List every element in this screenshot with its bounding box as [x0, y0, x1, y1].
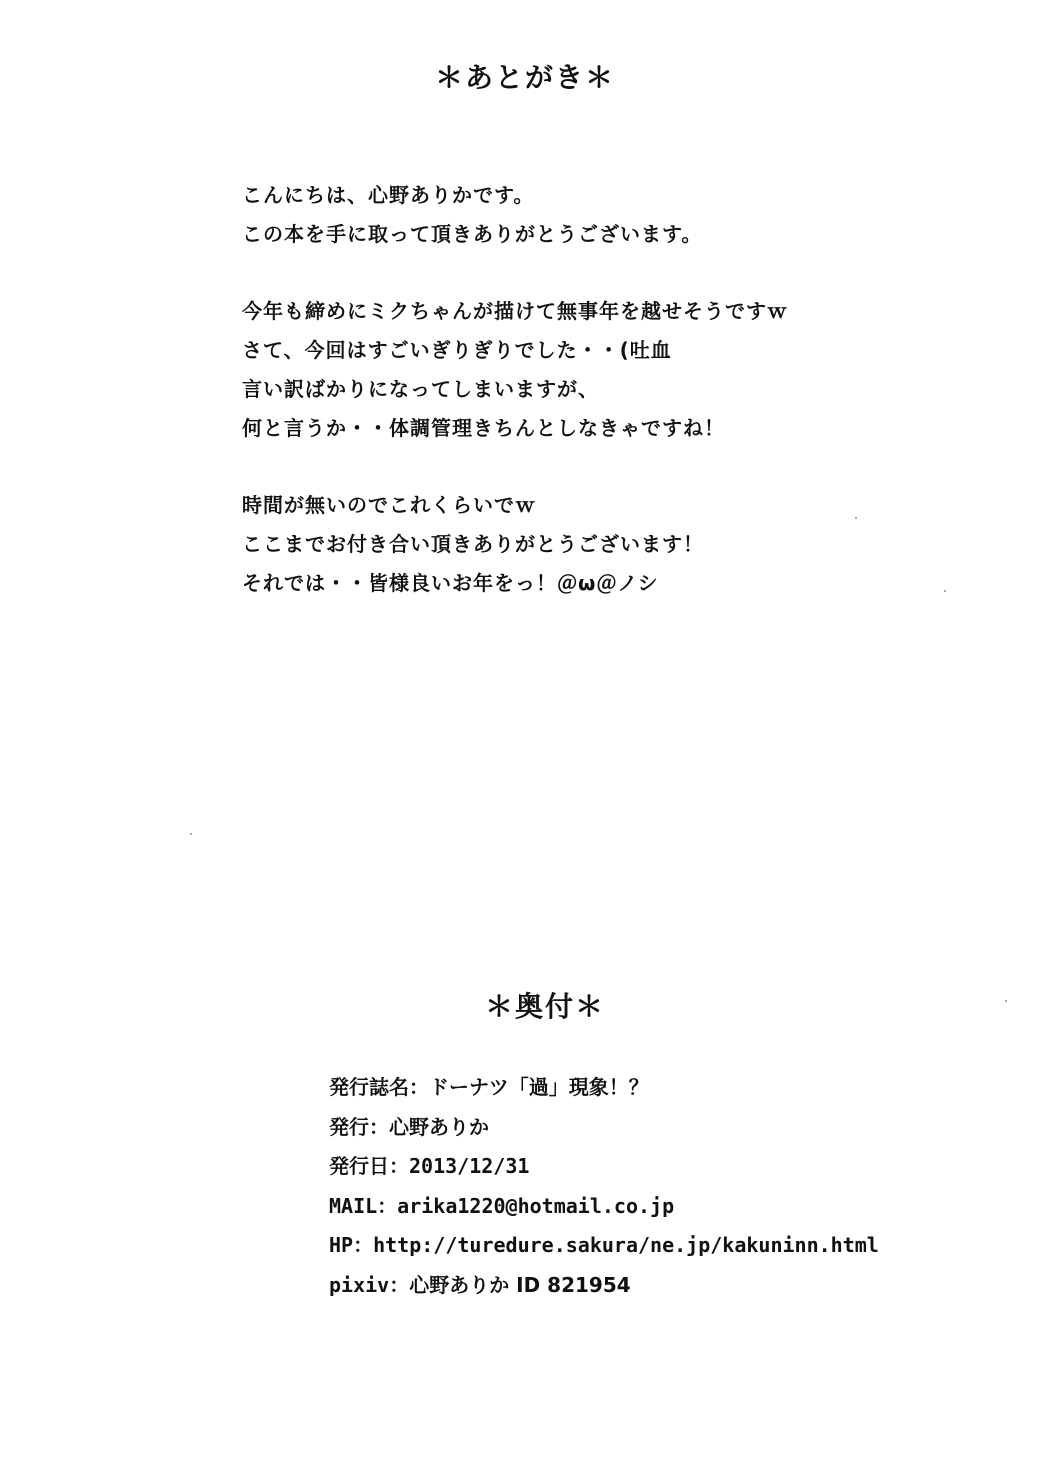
colophon-row-title — [329, 1068, 1029, 1108]
scan-speck — [190, 833, 192, 835]
colophon-value: arika1220@hotmail.co.jp — [397, 1193, 675, 1218]
colophon-value: http://turedure.sakura/ne.jp/kakuninn.html — [373, 1233, 879, 1257]
colophon-title: ＊奥付＊ — [484, 990, 605, 1023]
text-line: さて、今回はすごいぎりぎりでした・・(吐血 — [242, 338, 672, 362]
colophon-row-publisher — [329, 1108, 1029, 1148]
afterword-title: ＊あとがき＊ — [434, 61, 615, 94]
colophon-label: HP： — [329, 1233, 374, 1257]
text-line: こんにちは、心野ありかです。 — [242, 183, 535, 207]
colophon-row-date — [329, 1147, 1029, 1187]
text-line: 言い訳ばかりになってしまいますが、 — [242, 377, 599, 401]
colophon-row-mail — [329, 1187, 1029, 1227]
colophon-label: 発行： — [329, 1114, 389, 1139]
afterword-body — [242, 176, 1002, 641]
text-line: この本を手に取って頂きありがとうございます。 — [242, 222, 703, 246]
colophon-label: MAIL： — [329, 1193, 398, 1218]
colophon-body — [329, 1068, 1029, 1305]
text-line: 何と言うか・・体調管理きちんとしなきゃですね！ — [242, 416, 725, 440]
colophon-label: 発行日： — [329, 1154, 409, 1178]
scan-speck — [944, 590, 946, 592]
text-line: ここまでお付き合い頂きありがとうございます！ — [242, 532, 704, 556]
scan-speck — [1005, 1000, 1007, 1002]
colophon-label: 発行誌名： — [329, 1075, 429, 1099]
colophon-value: 心野ありか ID 821954 — [409, 1272, 631, 1297]
afterword-paragraph-1 — [242, 176, 1002, 254]
colophon-value: 心野ありか — [389, 1114, 489, 1139]
scan-speck — [855, 517, 857, 519]
colophon-value: ドーナツ「過」現象！？ — [429, 1075, 649, 1099]
text-line: 今年も締めにミクちゃんが描けて無事年を越せそうですｗ — [242, 299, 788, 323]
colophon-value: 2013/12/31 — [409, 1154, 530, 1178]
afterword-paragraph-3 — [242, 486, 1002, 603]
colophon-row-pixiv — [329, 1266, 1029, 1306]
afterword-paragraph-2 — [242, 292, 1002, 448]
colophon-row-homepage — [329, 1226, 1029, 1266]
text-line: 時間が無いのでこれくらいでｗ — [242, 493, 536, 517]
colophon-label: pixiv： — [329, 1272, 410, 1297]
text-line: それでは・・皆様良いお年をっ！＠ω＠ノシ — [242, 571, 659, 595]
